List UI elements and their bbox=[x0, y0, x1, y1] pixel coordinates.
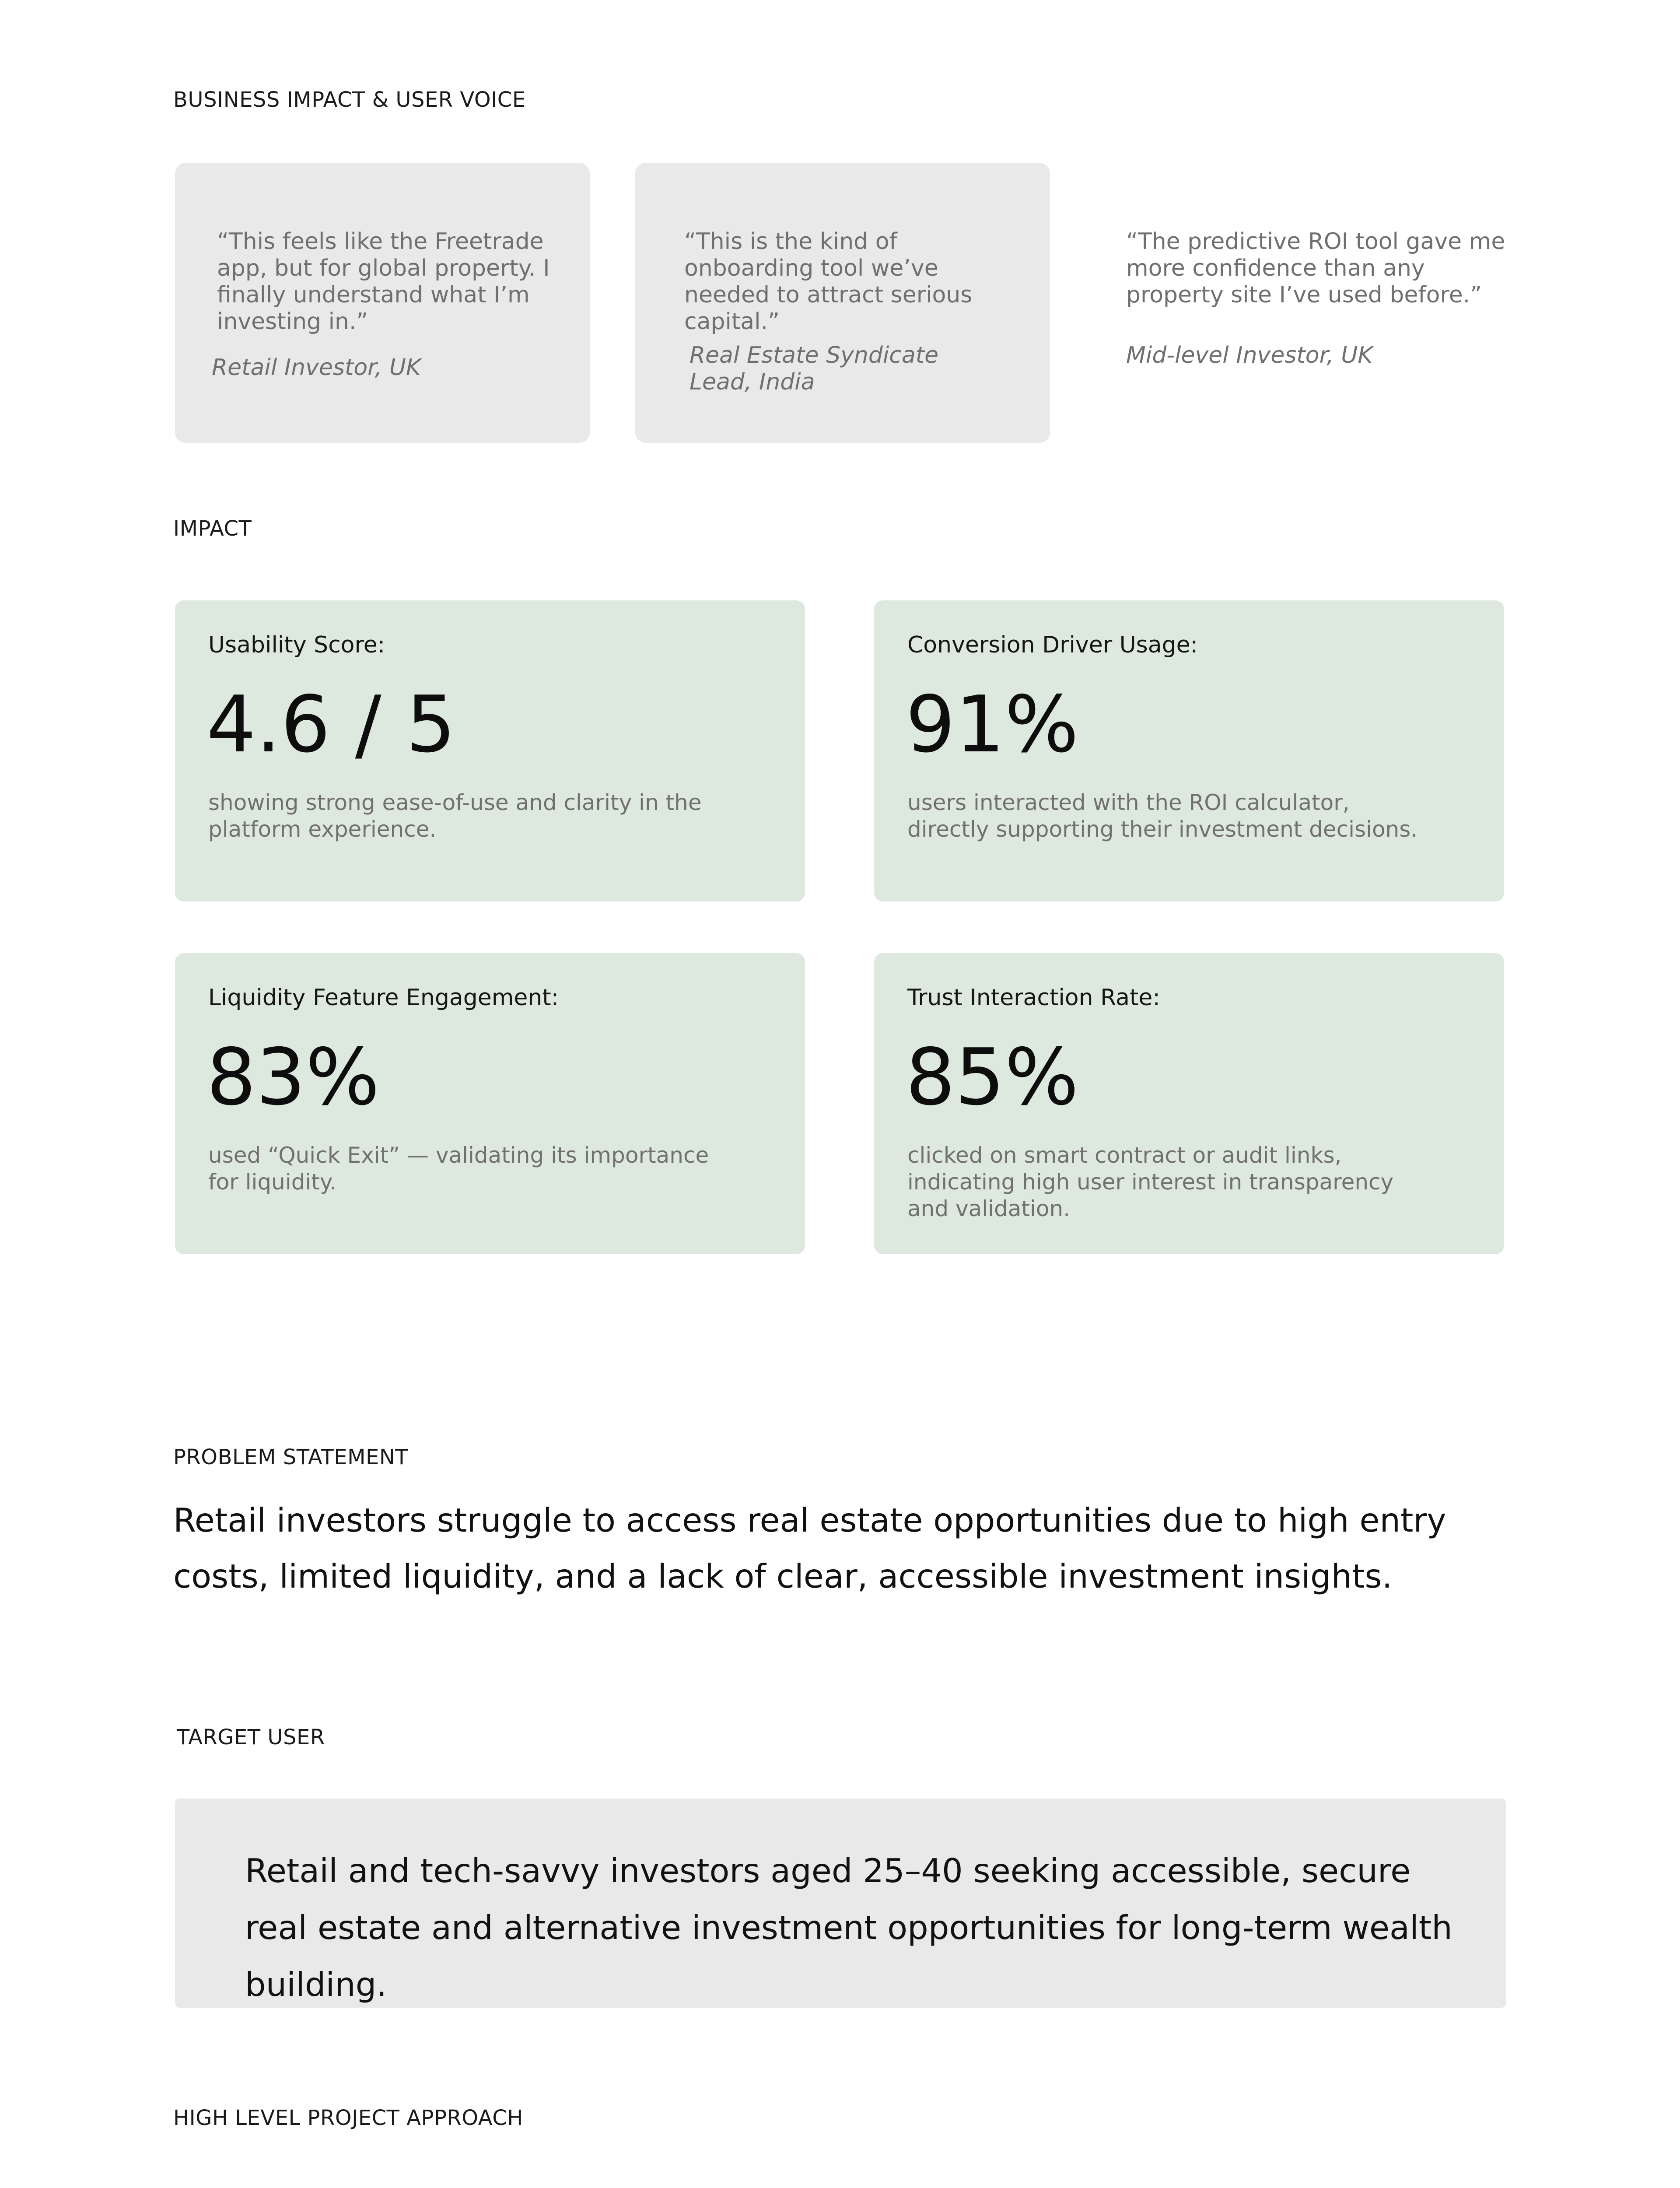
testimonial-author: Real Estate Syndicate Lead, India bbox=[690, 342, 939, 395]
testimonial-author: Retail Investor, UK bbox=[212, 354, 421, 381]
testimonial-card bbox=[175, 163, 590, 443]
impact-value: 4.6 / 5 bbox=[206, 679, 456, 770]
problem-statement: Retail investors struggle to access real estate opportunities due to high entry costs, limited liquidity, and a lack of clear, accessible investment insights. bbox=[173, 1501, 1446, 1595]
impact-label: Conversion Driver Usage: bbox=[907, 632, 1198, 658]
impact-heading: IMPACT bbox=[173, 516, 252, 541]
approach-heading: HIGH LEVEL PROJECT APPROACH bbox=[173, 2106, 523, 2130]
impact-card-usability bbox=[175, 600, 805, 901]
testimonial-quote: “The predictive ROI tool gave me more confidence than any property site I’ve used before.” bbox=[1126, 228, 1505, 308]
target-user-box bbox=[175, 1799, 1506, 2008]
impact-card-conversion bbox=[874, 600, 1504, 901]
impact-description: showing strong ease-of-use and clarity in the platform experience. bbox=[208, 790, 702, 842]
impact-description: users interacted with the ROI calculator, directly supporting their investment decisions. bbox=[907, 790, 1418, 842]
impact-card-liquidity bbox=[175, 953, 805, 1254]
target-user-text: Retail and tech-savvy investors aged 25–40 seeking accessible, secure real estate and alternative investment opportunities for long-term wealth building. bbox=[245, 1851, 1452, 2004]
testimonials-heading: BUSINESS IMPACT & USER VOICE bbox=[173, 88, 526, 112]
problem-heading: PROBLEM STATEMENT bbox=[173, 1445, 409, 1469]
impact-value: 91% bbox=[906, 679, 1079, 770]
testimonial-quote: “This is the kind of onboarding tool we’ve needed to attract serious capital.” bbox=[684, 228, 973, 335]
target-heading: TARGET USER bbox=[177, 1725, 325, 1750]
testimonial-card bbox=[1089, 163, 1509, 443]
testimonial-card bbox=[635, 163, 1050, 443]
impact-value: 85% bbox=[906, 1032, 1079, 1122]
impact-label: Liquidity Feature Engagement: bbox=[208, 985, 559, 1011]
testimonial-quote: “This feels like the Freetrade app, but for global property. I finally understand what I’m investing in.” bbox=[217, 228, 550, 335]
impact-value: 83% bbox=[206, 1032, 380, 1122]
impact-label: Trust Interaction Rate: bbox=[907, 985, 1160, 1011]
impact-description: clicked on smart contract or audit links, indicating high user interest in transparency and validation. bbox=[907, 1143, 1394, 1221]
impact-card-trust bbox=[874, 953, 1504, 1254]
testimonial-author: Mid-level Investor, UK bbox=[1126, 342, 1373, 368]
impact-description: used “Quick Exit” — validating its importance for liquidity. bbox=[208, 1143, 709, 1195]
impact-label: Usability Score: bbox=[208, 632, 385, 658]
